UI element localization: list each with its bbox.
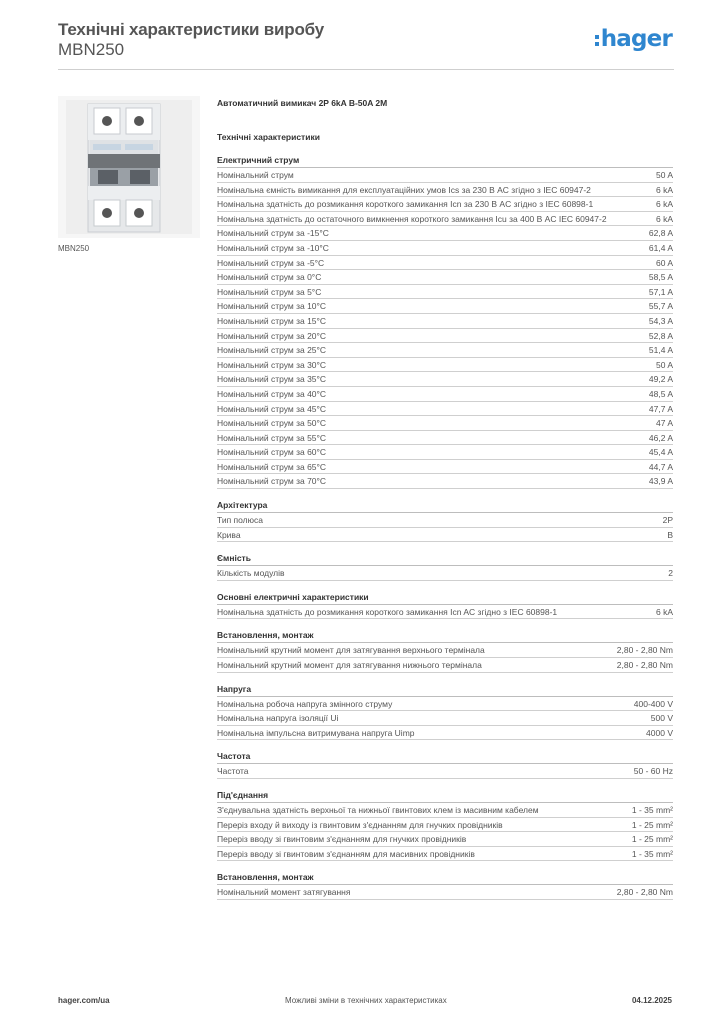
spec-value: 49,2 A [648, 374, 673, 385]
spec-row [217, 726, 673, 741]
spec-value: 48,5 A [648, 388, 673, 399]
spec-section [217, 790, 673, 861]
spec-value: 2,80 - 2,80 Nm [616, 887, 673, 898]
spec-value: 1 - 35 mm² [631, 848, 673, 859]
spec-value: 50 A [655, 359, 673, 370]
spec-row [217, 299, 673, 314]
spec-value: 2,80 - 2,80 Nm [616, 645, 673, 656]
spec-row [217, 460, 673, 475]
section-title: Електричний струм [217, 155, 673, 168]
spec-label: Номінальний струм за 20°C [217, 330, 327, 341]
hager-logo [595, 26, 672, 52]
spec-label: Номінальний струм за 5°C [217, 286, 322, 297]
spec-label: Номінальний струм за 60°C [217, 447, 327, 458]
spec-value: 45,4 A [648, 447, 673, 458]
spec-section [217, 155, 673, 489]
spec-row [217, 197, 673, 212]
spec-label: Номінальний струм за -10°C [217, 242, 329, 253]
spec-row [217, 711, 673, 726]
spec-row [217, 832, 673, 847]
spec-label: Номінальний струм за 55°C [217, 432, 327, 443]
spec-label: Номінальна здатність до розмикання короткого замикання Icn AC згідно з IEC 60898-1 [217, 606, 558, 617]
spec-value: 6 kA [655, 213, 673, 224]
spec-value: 60 A [655, 257, 673, 268]
footer-website: hager.com/ua [58, 996, 110, 1005]
spec-value: 47 A [655, 418, 673, 429]
spec-content [217, 97, 673, 900]
section-title: Частота [217, 751, 673, 764]
spec-row [217, 764, 673, 779]
spec-label: Переріз входу й виходу із гвинтовим з'єднанням для гнучких провідників [217, 819, 503, 830]
spec-value: 55,7 A [648, 301, 673, 312]
page-header [58, 20, 674, 70]
spec-row [217, 168, 673, 183]
spec-section [217, 500, 673, 542]
footer-date: 04.12.2025 [631, 996, 672, 1005]
section-title: Основні електричні характеристики [217, 592, 673, 605]
spec-row [217, 314, 673, 329]
spec-label: Крива [217, 529, 241, 540]
section-title: Встановлення, монтаж [217, 872, 673, 885]
spec-row [217, 329, 673, 344]
footer-notice: Можливі зміни в технічних характеристиках [285, 996, 447, 1005]
spec-value: 54,3 A [648, 315, 673, 326]
spec-value: 58,5 A [648, 272, 673, 283]
spec-label: Номінальний струм за 25°C [217, 345, 327, 356]
spec-label: Переріз вводу зі гвинтовим з'єднанням для гнучких провідників [217, 834, 467, 845]
spec-row [217, 513, 673, 528]
spec-label: Номінальний струм за -5°C [217, 257, 325, 268]
spec-value: 6 kA [655, 199, 673, 210]
spec-row [217, 445, 673, 460]
spec-row [217, 343, 673, 358]
spec-row [217, 474, 673, 489]
spec-row [217, 643, 673, 658]
spec-value: 62,8 A [648, 228, 673, 239]
spec-value: 2,80 - 2,80 Nm [616, 660, 673, 671]
spec-value: 1 - 25 mm² [631, 834, 673, 845]
spec-row [217, 270, 673, 285]
spec-label: Номінальний момент затягування [217, 887, 351, 898]
spec-label: Частота [217, 766, 249, 777]
spec-value: 1 - 35 mm² [631, 805, 673, 815]
spec-row [217, 697, 673, 712]
spec-value: 47,7 A [648, 403, 673, 414]
logo-dots-icon [595, 35, 599, 46]
spec-value: 50 - 60 Hz [633, 766, 673, 777]
section-title: Під'єднання [217, 790, 673, 803]
spec-label: Номінальна здатність до розмикання короткого замикання Icn за 230 В AC згідно з IEC 60898-1 [217, 199, 594, 210]
spec-label: Тип полюса [217, 515, 263, 526]
spec-value: 1 - 25 mm² [631, 819, 673, 830]
section-title: Встановлення, монтаж [217, 630, 673, 643]
spec-label: Номінальний струм за 70°C [217, 476, 327, 487]
circuit-breaker-illustration [58, 96, 200, 238]
spec-label: Номінальний струм за 30°C [217, 359, 327, 370]
page-title: Технічні характеристики виробу [58, 20, 324, 39]
product-image [58, 96, 200, 238]
spec-row [217, 285, 673, 300]
spec-section [217, 592, 673, 620]
spec-value: 2P [662, 515, 673, 526]
spec-label: Номінальна робоча напруга змінного струму [217, 698, 393, 709]
spec-label: Номінальний струм [217, 170, 294, 180]
spec-section [217, 751, 673, 779]
spec-value: 4000 V [646, 727, 673, 738]
spec-row [217, 431, 673, 446]
spec-value: 400-400 V [633, 698, 673, 709]
spec-section [217, 684, 673, 741]
section-title: Архітектура [217, 500, 673, 513]
spec-value: 6 kA [655, 184, 673, 195]
spec-label: Номінальний струм за 10°C [217, 301, 327, 312]
spec-value: 50 A [655, 170, 673, 180]
spec-section [217, 553, 673, 581]
spec-row [217, 566, 673, 581]
spec-row [217, 605, 673, 620]
spec-label: Номінальний струм за 50°C [217, 418, 327, 429]
spec-row [217, 528, 673, 543]
spec-label: Номінальний струм за 45°C [217, 403, 327, 414]
spec-row [217, 847, 673, 862]
product-code: MBN250 [58, 40, 125, 59]
spec-label: Номінальний струм за -15°C [217, 228, 329, 239]
spec-row [217, 387, 673, 402]
spec-label: Номінальна імпульсна витримувана напруга Uimp [217, 727, 415, 738]
spec-value: 57,1 A [648, 286, 673, 297]
spec-label: Кількість модулів [217, 568, 285, 579]
spec-row [217, 183, 673, 198]
spec-row [217, 226, 673, 241]
spec-label: Номінальний крутний момент для затягування нижнього термінала [217, 660, 482, 671]
spec-row [217, 358, 673, 373]
spec-value: 61,4 A [648, 242, 673, 253]
spec-value: 500 V [650, 713, 673, 724]
spec-value: 44,7 A [648, 461, 673, 472]
spec-value: 46,2 A [648, 432, 673, 443]
spec-label: Переріз вводу зі гвинтовим з'єднанням для масивних провідників [217, 848, 475, 859]
spec-heading: Технічні характеристики [217, 132, 320, 142]
product-name: Автоматичний вимикач 2P 6kA B-50A 2M [217, 98, 388, 108]
spec-label: Номінальний струм за 0°C [217, 272, 322, 283]
image-caption: MBN250 [58, 244, 90, 253]
spec-label: Номінальний струм за 40°C [217, 388, 327, 399]
spec-row [217, 416, 673, 431]
spec-row [217, 818, 673, 833]
spec-row [217, 885, 673, 900]
spec-value: 6 kA [655, 606, 673, 617]
spec-value: 43,9 A [648, 476, 673, 487]
spec-section [217, 872, 673, 900]
spec-label: Номінальна ємність вимикання для експлуатаційних умов Ics за 230 В AC згідно з IEC 60947-2 [217, 184, 591, 195]
section-title: Ємність [217, 553, 673, 566]
spec-value: B [667, 529, 673, 540]
spec-label: Номінальний струм за 65°C [217, 461, 327, 472]
section-title: Напруга [217, 684, 673, 697]
spec-section [217, 630, 673, 672]
spec-value: 52,8 A [648, 330, 673, 341]
spec-label: З'єднувальна здатність верхньої та нижньої гвинтових клем із масивним кабелем [217, 805, 539, 815]
spec-label: Номінальний струм за 35°C [217, 374, 327, 385]
spec-row [217, 402, 673, 417]
spec-row [217, 241, 673, 256]
spec-label: Номінальна напруга ізоляції Ui [217, 713, 339, 724]
spec-row [217, 372, 673, 387]
spec-row [217, 658, 673, 673]
spec-row [217, 803, 673, 818]
spec-sections [217, 155, 673, 900]
spec-row [217, 256, 673, 271]
spec-value: 51,4 A [648, 345, 673, 356]
logo-text: hager [600, 26, 672, 52]
spec-value: 2 [668, 568, 673, 579]
spec-label: Номінальна здатність до остаточного вимкнення короткого замикання Icu за 400 В AC IEC 60947-2 [217, 213, 607, 224]
spec-label: Номінальний струм за 15°C [217, 315, 327, 326]
spec-row [217, 212, 673, 227]
spec-label: Номінальний крутний момент для затягування верхнього термінала [217, 645, 485, 656]
